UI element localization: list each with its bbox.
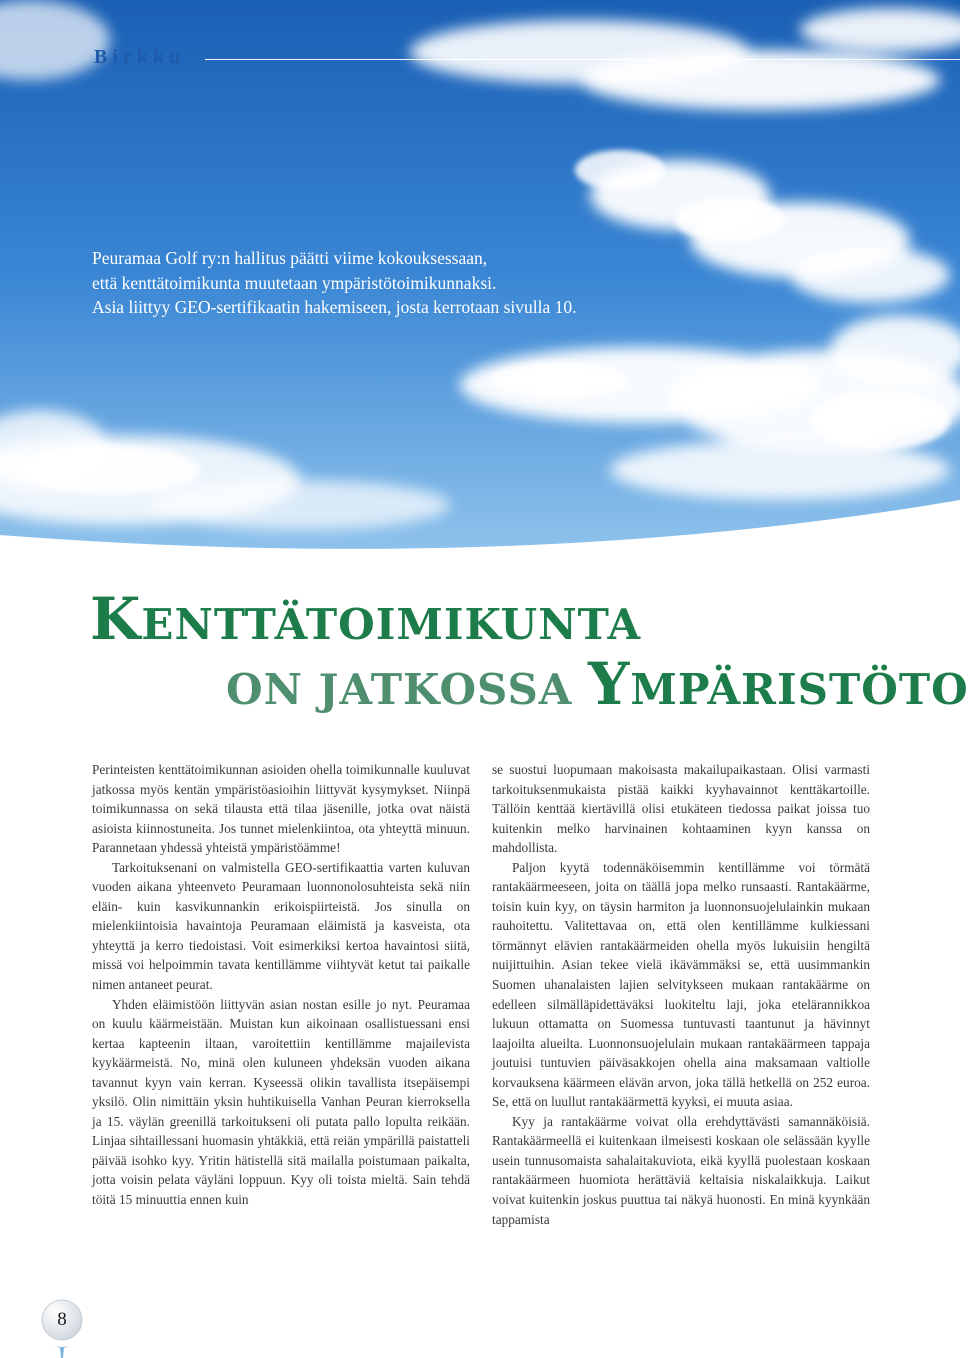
intro-text [92, 246, 652, 320]
intro-line: Asia liittyy GEO-sertifikaatin hakemiseen, josta kerrotaan sivulla 10. [92, 297, 577, 317]
article-paragraph: Kyy ja rantakäärme voivat olla erehdyttävästi samannäköisiä. Rantakäärmeellä ei kuitenkaan ilmeisesti koskaan ole selässään kyylle usein tunnusomaista sahalaitakuviota, eikä kyyllä puolestaan koskaan rantakäärmeen huomiota herättäviä keltaisia niskalaikkuja. Laikut voivat kuitenkin joskus puuttua tai näkyä huonosti. En minä kyynkään tappamista [492, 1113, 870, 1227]
headline-words-muted: ON JATKOSSA [226, 665, 573, 714]
page-number: 8 [57, 1309, 67, 1330]
article-column-right [492, 760, 870, 1229]
headline-word: KENTTÄTOIMIKUNTA [90, 585, 642, 653]
intro-line: Peuramaa Golf ry:n hallitus päätti viime kokouksessaan, [92, 248, 488, 268]
intro-line: että kenttätoimikunta muutetaan ympäristötoimikunnaksi. [92, 272, 497, 293]
magazine-name: Birkku [94, 46, 186, 68]
headline-line-1 [90, 585, 641, 653]
headline-line-2 [226, 650, 969, 718]
article-paragraph: Paljon kyytä todennäköisemmin kentillämme voi törmätä rantakäärmeeseen, joita on täällä jopa melko runsaasti. Rantakäärme, toisin kuin kyy, on täysin harmiton ja luonnonsuojelulainkin mukaan rauhoitettu. Valitettavaa on, että olen kentillämme kulkiessani törmännyt elävien rantakäärmeiden ohella myös lukuisiin hengiltä nuijittuihin. Asian tekee vielä ikävämmäksi se, että uusimmankin Suomen uhanalaisten lajien selvitykseen mukaan rantakäärme on edelleen silmälläpidettäväksi luokiteltu laji, joka etelärannikkoa lukuun ottamatta on Suomessa tuntuvasti taantunut ja hävinnyt laajoilta alueilta. Luonnonsuojelulain mukaan rantakäärmeen tappaja joutuisi tuntuvien päiväsakkojen ohella aina maksamaan valtiolle korvauksena käärmeen elävän arvon, joka tällä hetkellä on 252 euroa. Se, että on luullut rantakäärmettä kyyksi, ei muuta asiaa. [492, 859, 870, 1110]
article-paragraph: Tarkoituksenani on valmistella GEO-sertifikaattia varten kuluvan vuoden aikana yhteenveto Peuramaan luonnonolosuhteista sekä niin eläin- kuin kasvikunnankin erikoispiirteistä. Jos sinulla on mielenkiintoisia havaintoja Peuramaan eläimistä ja kasveista, ota yhteyttä ja kerro tiedoistasi. Voit esimerkiksi kertoa havaintosi siitä, missä voi helpoimmin tavata kentillämme viihtyvät ketut tai paikalle nimen antaneet peurat. [92, 859, 470, 993]
article-paragraph: Yhden eläimistöön liittyvän asian nostan esille jo nyt. Peuramaa on kuulu käärmeistään. Muistan kun aikoinaan osallistuessani ensi kertaa kapteenin iltaan, varoitettiin kentillämme majailevista kyykäärmeistä. No, minä olen kuluneen yhdeksän vuoden aikana tavannut kyyn vain kerran. Kyseessä olikin tavallista itsepäisempi yksilö. Olin nimittäin yksin huhtikuisella Vanhan Peuran kierroksella ja 15. väylän greenillä tarkoitukseni oli putata pallo lopulta reikään. Linjaa sihtaillessani huomasin yhtäkkiä, että reiän ympärillä paistatteli päivää isohko kyy. Yritin hätistellä sitä mailalla poistumaan paikalta, jotta voisin pelata väyläni loppuun. Kyy oli toista mieltä. Sain tehdä töitä 15 minuuttia ennen kuin [92, 996, 470, 1208]
article-paragraph: Perinteisten kenttätoimikunnan asioiden ohella toimikunnalle kuuluvat jatkossa myös kentän ympäristöasioihin liittyvät kysymykset. Niinpä toimikunnassa on sekä tilausta että tilaa jäsenille, jotka ovat näistä asioista kiinnostuneita. Jos tunnet mielenkiintoa, ota yhteyttä minuun. Parannetaan yhdessä yhteistä ympäristöämme! [92, 762, 470, 856]
headline-word-strong: YMPÄRISTÖTO [588, 650, 969, 718]
article-paragraph: se suostui luopumaan makoisasta makailupaikastaan. Olisi varmasti tarkoituksenmukaista pistää kaikki kyyhavainnot kenttäkartoille. Tällöin kenttää kiertävillä olisi etukäteen tiedossa paikat joissa tuo kuitenkin melko harvinainen kohtaaminen kyyn kanssa on mahdollista. [492, 762, 870, 856]
header-rule [205, 59, 960, 60]
article-column-left [92, 760, 470, 1210]
